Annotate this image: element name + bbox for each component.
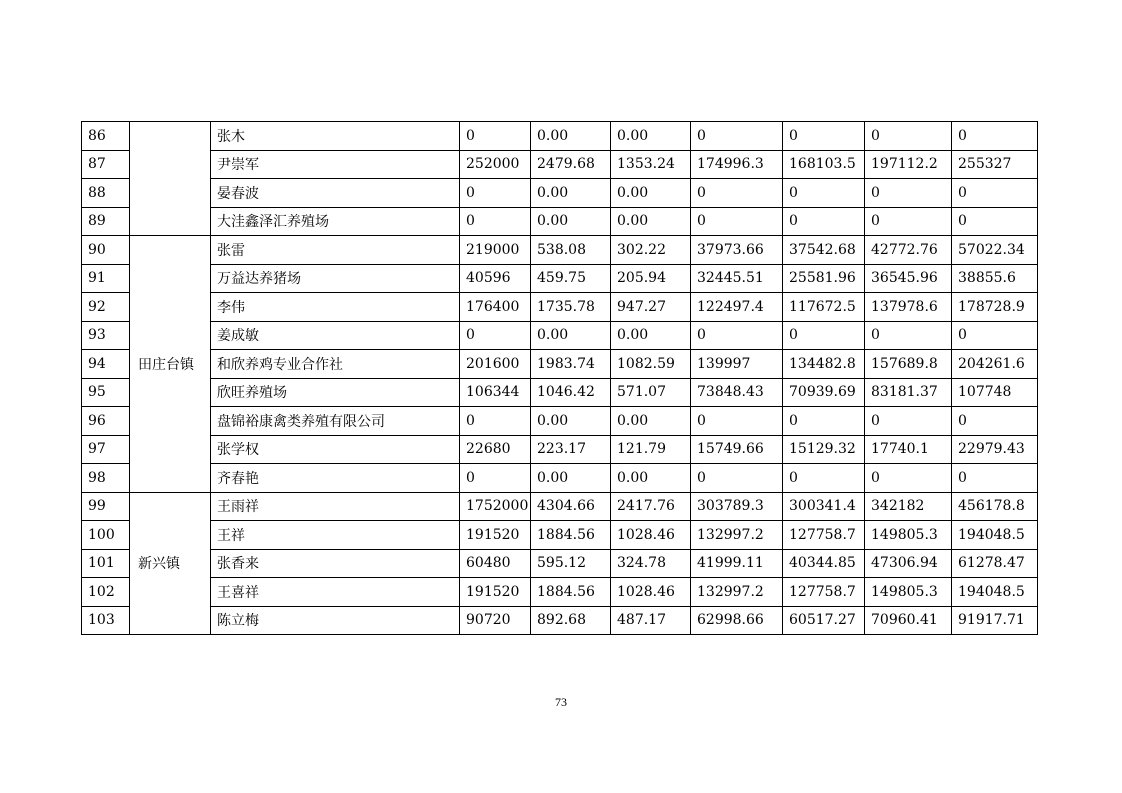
value-cell: 0 bbox=[783, 407, 865, 436]
value-cell: 0 bbox=[952, 179, 1038, 208]
value-cell: 117672.5 bbox=[783, 293, 865, 322]
value-cell: 41999.11 bbox=[691, 549, 783, 578]
value-cell: 0 bbox=[783, 122, 865, 151]
value-cell: 70939.69 bbox=[783, 378, 865, 407]
row-number-cell: 102 bbox=[82, 578, 130, 607]
name-cell: 盘锦裕康禽类养殖有限公司 bbox=[211, 407, 460, 436]
value-cell: 194048.5 bbox=[952, 521, 1038, 550]
value-cell: 90720 bbox=[460, 606, 531, 635]
value-cell: 0 bbox=[691, 464, 783, 493]
value-cell: 37973.66 bbox=[691, 236, 783, 265]
value-cell: 456178.8 bbox=[952, 492, 1038, 521]
table-row bbox=[82, 150, 1038, 179]
value-cell: 205.94 bbox=[611, 264, 691, 293]
value-cell: 0 bbox=[865, 207, 952, 236]
table-row bbox=[82, 207, 1038, 236]
value-cell: 0 bbox=[460, 464, 531, 493]
value-cell: 1082.59 bbox=[611, 350, 691, 379]
value-cell: 191520 bbox=[460, 521, 531, 550]
value-cell: 17740.1 bbox=[865, 435, 952, 464]
row-number-cell: 96 bbox=[82, 407, 130, 436]
name-cell: 尹崇军 bbox=[211, 150, 460, 179]
value-cell: 36545.96 bbox=[865, 264, 952, 293]
value-cell: 1983.74 bbox=[531, 350, 611, 379]
value-cell: 0 bbox=[952, 407, 1038, 436]
value-cell: 15129.32 bbox=[783, 435, 865, 464]
value-cell: 595.12 bbox=[531, 549, 611, 578]
table-row bbox=[82, 521, 1038, 550]
value-cell: 0 bbox=[460, 179, 531, 208]
value-cell: 32445.51 bbox=[691, 264, 783, 293]
value-cell: 1353.24 bbox=[611, 150, 691, 179]
value-cell: 1046.42 bbox=[531, 378, 611, 407]
name-cell: 晏春波 bbox=[211, 179, 460, 208]
value-cell: 25581.96 bbox=[783, 264, 865, 293]
value-cell: 1752000 bbox=[460, 492, 531, 521]
name-cell: 大洼鑫泽汇养殖场 bbox=[211, 207, 460, 236]
value-cell: 134482.8 bbox=[783, 350, 865, 379]
value-cell: 487.17 bbox=[611, 606, 691, 635]
value-cell: 73848.43 bbox=[691, 378, 783, 407]
value-cell: 40344.85 bbox=[783, 549, 865, 578]
value-cell: 2417.76 bbox=[611, 492, 691, 521]
value-cell: 0 bbox=[460, 207, 531, 236]
value-cell: 37542.68 bbox=[783, 236, 865, 265]
value-cell: 61278.47 bbox=[952, 549, 1038, 578]
value-cell: 197112.2 bbox=[865, 150, 952, 179]
value-cell: 0.00 bbox=[611, 464, 691, 493]
value-cell: 137978.6 bbox=[865, 293, 952, 322]
table-row bbox=[82, 606, 1038, 635]
name-cell: 王雨祥 bbox=[211, 492, 460, 521]
value-cell: 0 bbox=[691, 179, 783, 208]
value-cell: 139997 bbox=[691, 350, 783, 379]
value-cell: 1028.46 bbox=[611, 521, 691, 550]
value-cell: 0 bbox=[952, 207, 1038, 236]
row-number-cell: 89 bbox=[82, 207, 130, 236]
table-row bbox=[82, 236, 1038, 265]
value-cell: 2479.68 bbox=[531, 150, 611, 179]
value-cell: 191520 bbox=[460, 578, 531, 607]
value-cell: 0.00 bbox=[531, 122, 611, 151]
value-cell: 0 bbox=[865, 407, 952, 436]
table-row bbox=[82, 435, 1038, 464]
name-cell: 陈立梅 bbox=[211, 606, 460, 635]
value-cell: 106344 bbox=[460, 378, 531, 407]
table-row bbox=[82, 378, 1038, 407]
table-row bbox=[82, 350, 1038, 379]
value-cell: 60480 bbox=[460, 549, 531, 578]
value-cell: 0 bbox=[460, 321, 531, 350]
value-cell: 1735.78 bbox=[531, 293, 611, 322]
value-cell: 132997.2 bbox=[691, 578, 783, 607]
value-cell: 47306.94 bbox=[865, 549, 952, 578]
value-cell: 0 bbox=[952, 321, 1038, 350]
value-cell: 0.00 bbox=[531, 207, 611, 236]
value-cell: 0 bbox=[865, 464, 952, 493]
value-cell: 223.17 bbox=[531, 435, 611, 464]
value-cell: 132997.2 bbox=[691, 521, 783, 550]
table-row bbox=[82, 464, 1038, 493]
table-row bbox=[82, 122, 1038, 151]
value-cell: 0 bbox=[865, 321, 952, 350]
value-cell: 0 bbox=[460, 122, 531, 151]
name-cell: 张雷 bbox=[211, 236, 460, 265]
value-cell: 0 bbox=[952, 464, 1038, 493]
table-row bbox=[82, 293, 1038, 322]
table-body bbox=[82, 122, 1038, 635]
name-cell: 张学权 bbox=[211, 435, 460, 464]
value-cell: 0 bbox=[865, 122, 952, 151]
table-row bbox=[82, 492, 1038, 521]
value-cell: 0.00 bbox=[611, 407, 691, 436]
row-number-cell: 91 bbox=[82, 264, 130, 293]
value-cell: 1028.46 bbox=[611, 578, 691, 607]
value-cell: 302.22 bbox=[611, 236, 691, 265]
town-cell: 新兴镇 bbox=[130, 492, 211, 635]
name-cell: 和欣养鸡专业合作社 bbox=[211, 350, 460, 379]
value-cell: 0 bbox=[460, 407, 531, 436]
value-cell: 127758.7 bbox=[783, 521, 865, 550]
name-cell: 万益达养猪场 bbox=[211, 264, 460, 293]
value-cell: 0.00 bbox=[611, 321, 691, 350]
table-row bbox=[82, 179, 1038, 208]
value-cell: 194048.5 bbox=[952, 578, 1038, 607]
value-cell: 947.27 bbox=[611, 293, 691, 322]
value-cell: 22680 bbox=[460, 435, 531, 464]
value-cell: 178728.9 bbox=[952, 293, 1038, 322]
town-cell bbox=[130, 122, 211, 236]
value-cell: 70960.41 bbox=[865, 606, 952, 635]
value-cell: 0 bbox=[691, 122, 783, 151]
table-row bbox=[82, 407, 1038, 436]
value-cell: 42772.76 bbox=[865, 236, 952, 265]
value-cell: 0 bbox=[783, 464, 865, 493]
value-cell: 252000 bbox=[460, 150, 531, 179]
value-cell: 201600 bbox=[460, 350, 531, 379]
value-cell: 22979.43 bbox=[952, 435, 1038, 464]
value-cell: 57022.34 bbox=[952, 236, 1038, 265]
value-cell: 0 bbox=[691, 207, 783, 236]
value-cell: 168103.5 bbox=[783, 150, 865, 179]
value-cell: 1884.56 bbox=[531, 521, 611, 550]
page-number: 73 bbox=[555, 695, 567, 709]
value-cell: 324.78 bbox=[611, 549, 691, 578]
value-cell: 15749.66 bbox=[691, 435, 783, 464]
value-cell: 176400 bbox=[460, 293, 531, 322]
name-cell: 齐春艳 bbox=[211, 464, 460, 493]
table-row bbox=[82, 264, 1038, 293]
name-cell: 李伟 bbox=[211, 293, 460, 322]
value-cell: 91917.71 bbox=[952, 606, 1038, 635]
value-cell: 62998.66 bbox=[691, 606, 783, 635]
value-cell: 219000 bbox=[460, 236, 531, 265]
value-cell: 255327 bbox=[952, 150, 1038, 179]
row-number-cell: 97 bbox=[82, 435, 130, 464]
row-number-cell: 87 bbox=[82, 150, 130, 179]
value-cell: 60517.27 bbox=[783, 606, 865, 635]
row-number-cell: 103 bbox=[82, 606, 130, 635]
value-cell: 107748 bbox=[952, 378, 1038, 407]
table-row bbox=[82, 549, 1038, 578]
name-cell: 张香来 bbox=[211, 549, 460, 578]
value-cell: 0 bbox=[783, 179, 865, 208]
value-cell: 149805.3 bbox=[865, 521, 952, 550]
row-number-cell: 86 bbox=[82, 122, 130, 151]
name-cell: 王喜祥 bbox=[211, 578, 460, 607]
value-cell: 0.00 bbox=[531, 179, 611, 208]
value-cell: 571.07 bbox=[611, 378, 691, 407]
table-row bbox=[82, 578, 1038, 607]
name-cell: 欣旺养殖场 bbox=[211, 378, 460, 407]
row-number-cell: 100 bbox=[82, 521, 130, 550]
value-cell: 157689.8 bbox=[865, 350, 952, 379]
row-number-cell: 98 bbox=[82, 464, 130, 493]
row-number-cell: 93 bbox=[82, 321, 130, 350]
town-cell: 田庄台镇 bbox=[130, 236, 211, 493]
value-cell: 0.00 bbox=[531, 464, 611, 493]
value-cell: 127758.7 bbox=[783, 578, 865, 607]
row-number-cell: 88 bbox=[82, 179, 130, 208]
value-cell: 0.00 bbox=[531, 407, 611, 436]
row-number-cell: 94 bbox=[82, 350, 130, 379]
value-cell: 4304.66 bbox=[531, 492, 611, 521]
value-cell: 0.00 bbox=[531, 321, 611, 350]
value-cell: 342182 bbox=[865, 492, 952, 521]
value-cell: 0.00 bbox=[611, 207, 691, 236]
value-cell: 459.75 bbox=[531, 264, 611, 293]
value-cell: 300341.4 bbox=[783, 492, 865, 521]
value-cell: 204261.6 bbox=[952, 350, 1038, 379]
value-cell: 892.68 bbox=[531, 606, 611, 635]
value-cell: 538.08 bbox=[531, 236, 611, 265]
value-cell: 0 bbox=[783, 207, 865, 236]
value-cell: 303789.3 bbox=[691, 492, 783, 521]
value-cell: 0 bbox=[865, 179, 952, 208]
value-cell: 40596 bbox=[460, 264, 531, 293]
value-cell: 0.00 bbox=[611, 122, 691, 151]
data-table bbox=[81, 121, 1038, 635]
value-cell: 0 bbox=[783, 321, 865, 350]
row-number-cell: 101 bbox=[82, 549, 130, 578]
value-cell: 0.00 bbox=[611, 179, 691, 208]
name-cell: 张木 bbox=[211, 122, 460, 151]
name-cell: 姜成敏 bbox=[211, 321, 460, 350]
value-cell: 83181.37 bbox=[865, 378, 952, 407]
value-cell: 38855.6 bbox=[952, 264, 1038, 293]
row-number-cell: 99 bbox=[82, 492, 130, 521]
value-cell: 122497.4 bbox=[691, 293, 783, 322]
value-cell: 121.79 bbox=[611, 435, 691, 464]
value-cell: 149805.3 bbox=[865, 578, 952, 607]
row-number-cell: 92 bbox=[82, 293, 130, 322]
row-number-cell: 90 bbox=[82, 236, 130, 265]
value-cell: 0 bbox=[691, 321, 783, 350]
value-cell: 174996.3 bbox=[691, 150, 783, 179]
value-cell: 0 bbox=[952, 122, 1038, 151]
table-row bbox=[82, 321, 1038, 350]
name-cell: 王祥 bbox=[211, 521, 460, 550]
value-cell: 0 bbox=[691, 407, 783, 436]
row-number-cell: 95 bbox=[82, 378, 130, 407]
value-cell: 1884.56 bbox=[531, 578, 611, 607]
